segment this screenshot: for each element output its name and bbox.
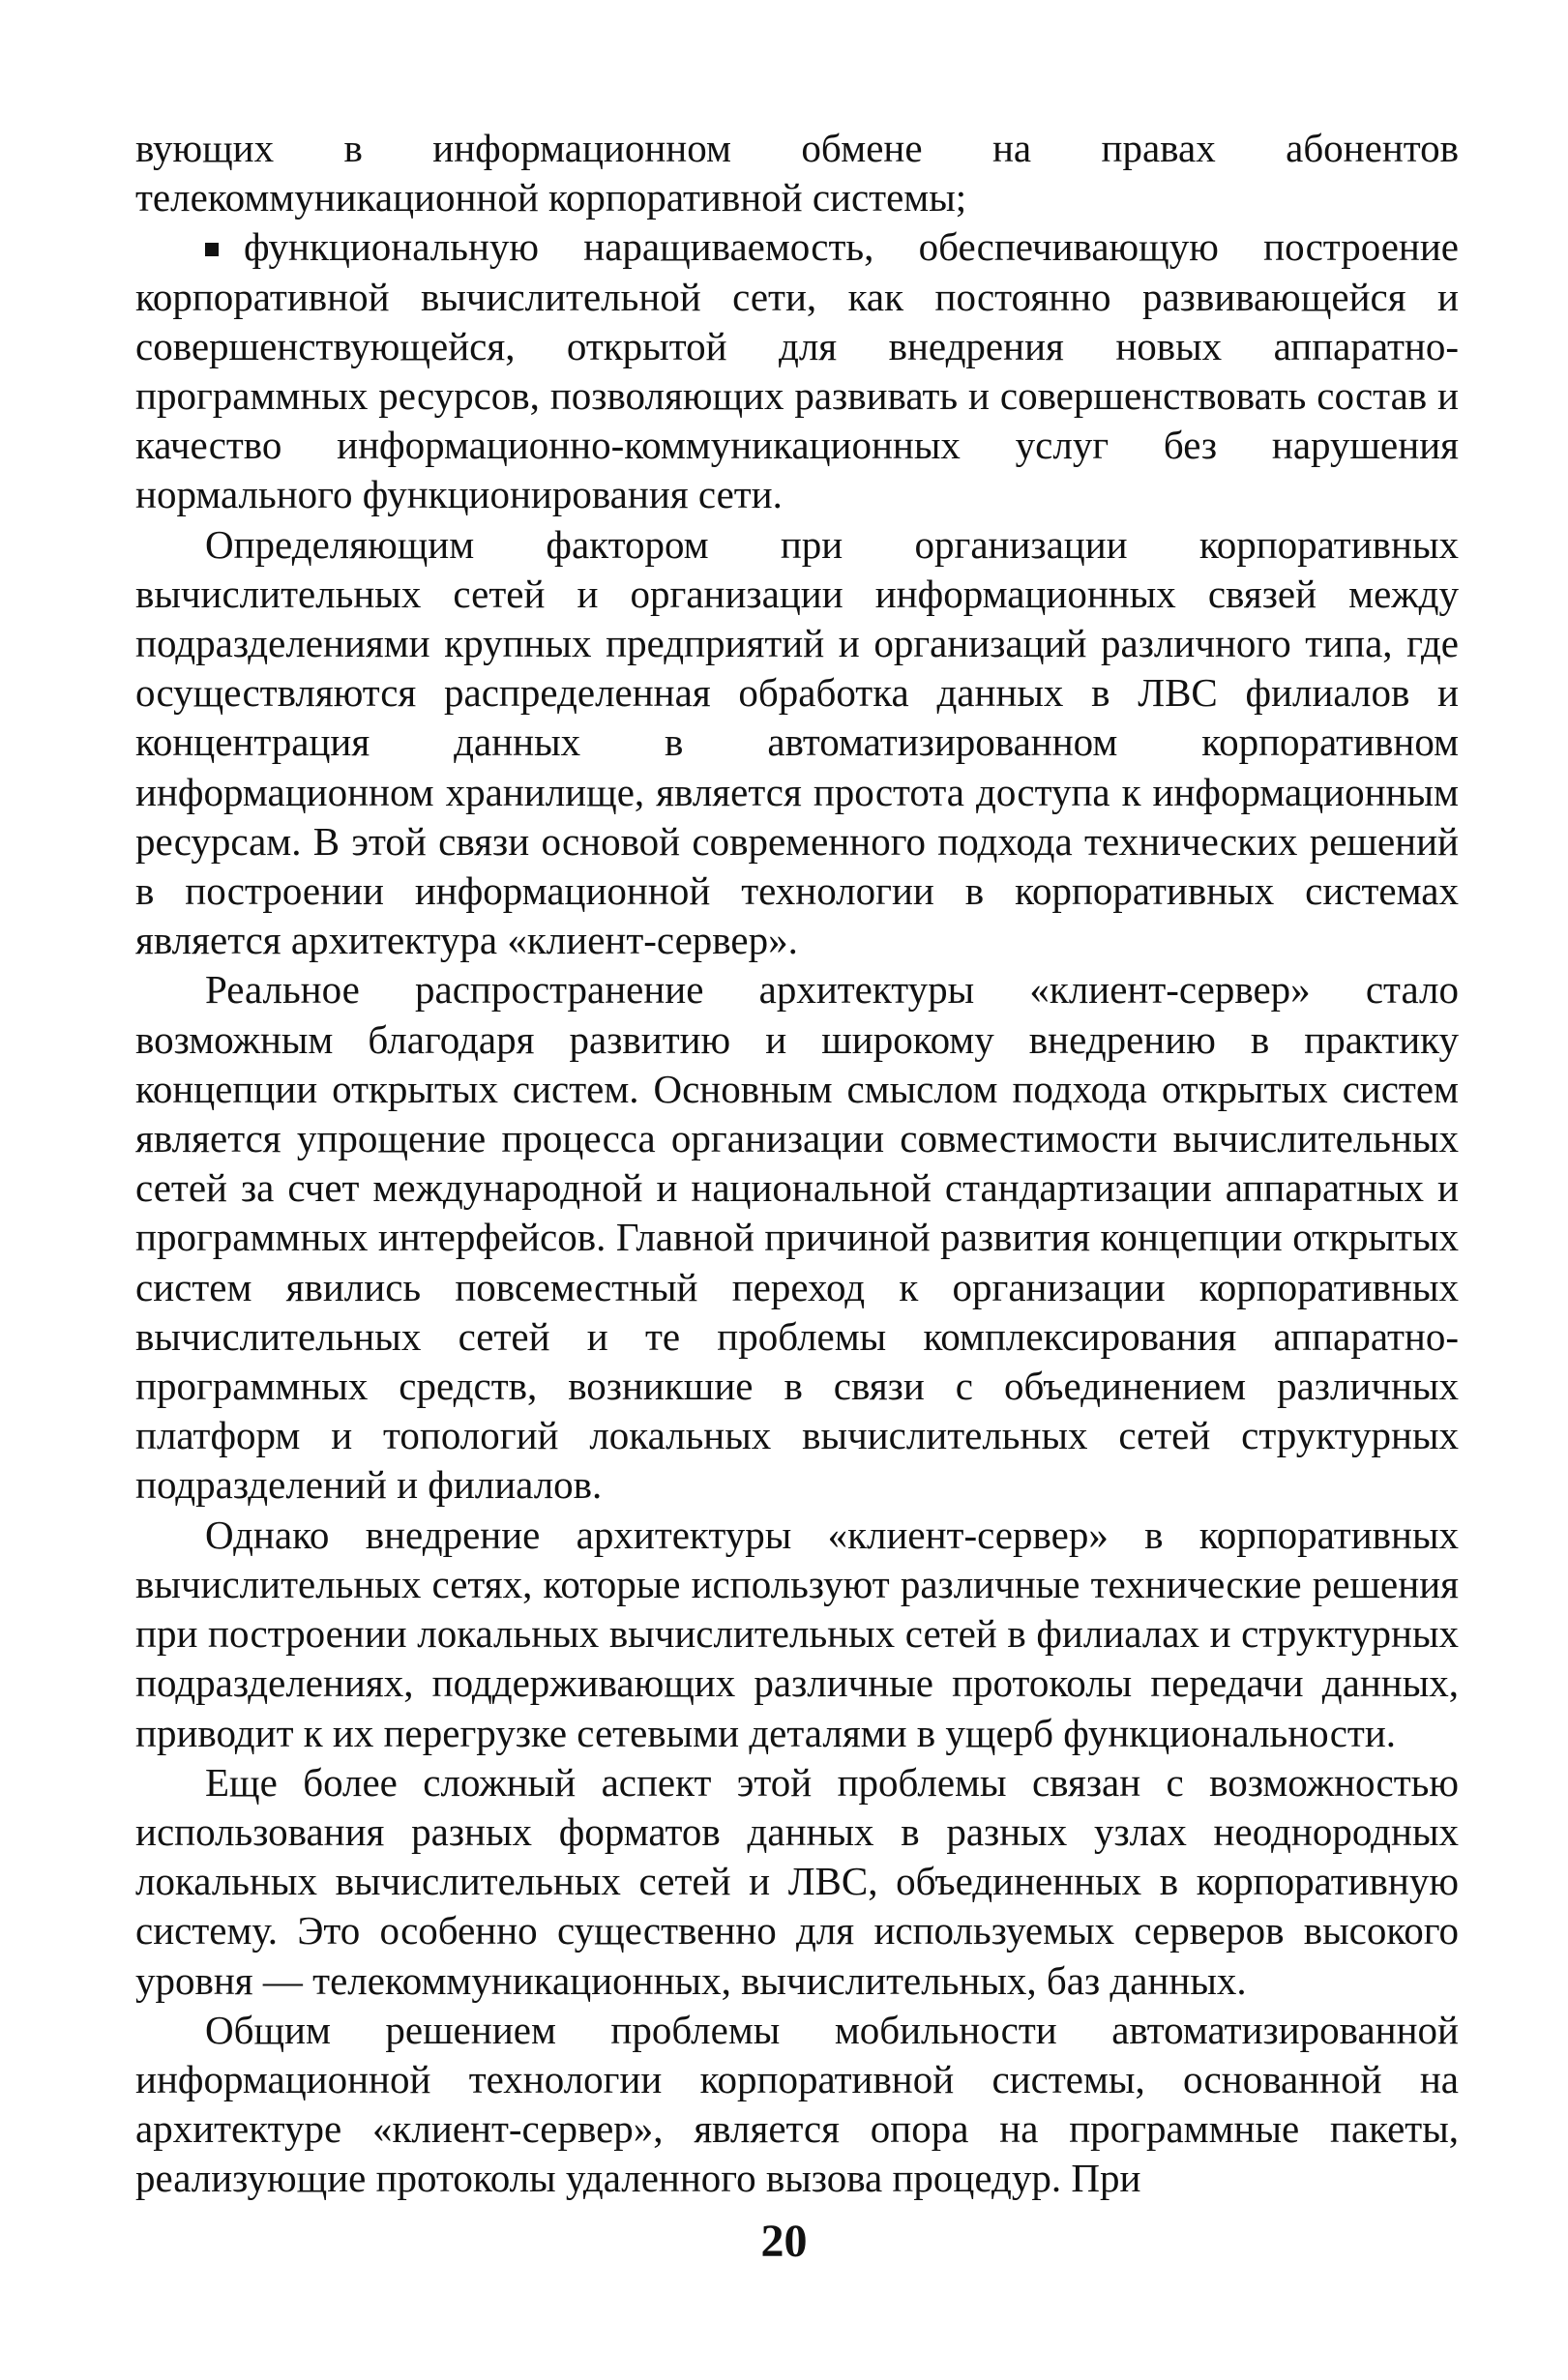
bullet-text: функциональную наращиваемость, обеспечивающую построение корпоративной вычислительной сети, как постоянно развивающейся и совершенствующейся, открытой для внедрения новых аппаратно-программных ресурсов, позволяющих развивать и совершенствовать состав и качество информационно-коммуникационных услуг без нарушения нормального функционирования сети. [135,224,1459,517]
page-number: 20 [760,2216,808,2267]
paragraph-3: Однако внедрение архитектуры «клиент-сервер» в корпоративных вычислительных сетях, которые используют различные технические решения при построении локальных вычислительных сетей в филиалах и структурных подразделениях, поддерживающих различные протоколы передачи данных, приводит к их перегрузке сетевыми деталями в ущерб функциональности. [135,1512,1459,1755]
bullet-item [135,222,1459,519]
paragraph-2: Реальное распространение архитектуры «клиент-сервер» стало возможным благодаря развитию и широкому внедрению в практику концепции открытых систем. Основным смыслом подхода открытых систем является упрощение процесса организации совместимости вычислительных сетей за счет международной и национальной стандартизации аппаратных и программных интерфейсов. Главной причиной развития концепции открытых систем явились повсеместный переход к организации корпоративных вычислительных сетей и те проблемы комплексирования аппаратно-программных средств, возникшие в связи с объединением различных платформ и топологий локальных вычислительных сетей структурных подразделений и филиалов. [135,967,1459,1508]
paragraph-5: Общим решением проблемы мобильности автоматизированной информационной технологии корпоративной системы, основанной на архитектуре «клиент-сервер», является опора на программные пакеты, реализующие протоколы удаленного вызова процедур. При [135,2007,1459,2201]
continuation-paragraph: вующих в информационном обмене на правах абонентов телекоммуникационной корпоративной системы; [135,126,1459,220]
bullet-square-icon [205,243,219,256]
page-body [135,124,1459,2204]
paragraph-4: Еще более сложный аспект этой проблемы связан с возможностью использования разных форматов данных в разных узлах неоднородных локальных вычислительных сетей и ЛВС, объединенных в корпоративную систему. Это особенно существенно для используемых серверов высокого уровня — телекоммуникационных, вычислительных, баз данных. [135,1759,1459,2003]
paragraph-1: Определяющим фактором при организации корпоративных вычислительных сетей и организации информационных связей между подразделениями крупных предприятий и организаций различного типа, где осуществляются распределенная обработка данных в ЛВС филиалов и концентрация данных в автоматизированном корпоративном информационном хранилище, является простота доступа к информационным ресурсам. В этой связи основой современного подхода технических решений в построении информационной технологии в корпоративных системах является архитектура «клиент-сервер». [135,521,1459,963]
